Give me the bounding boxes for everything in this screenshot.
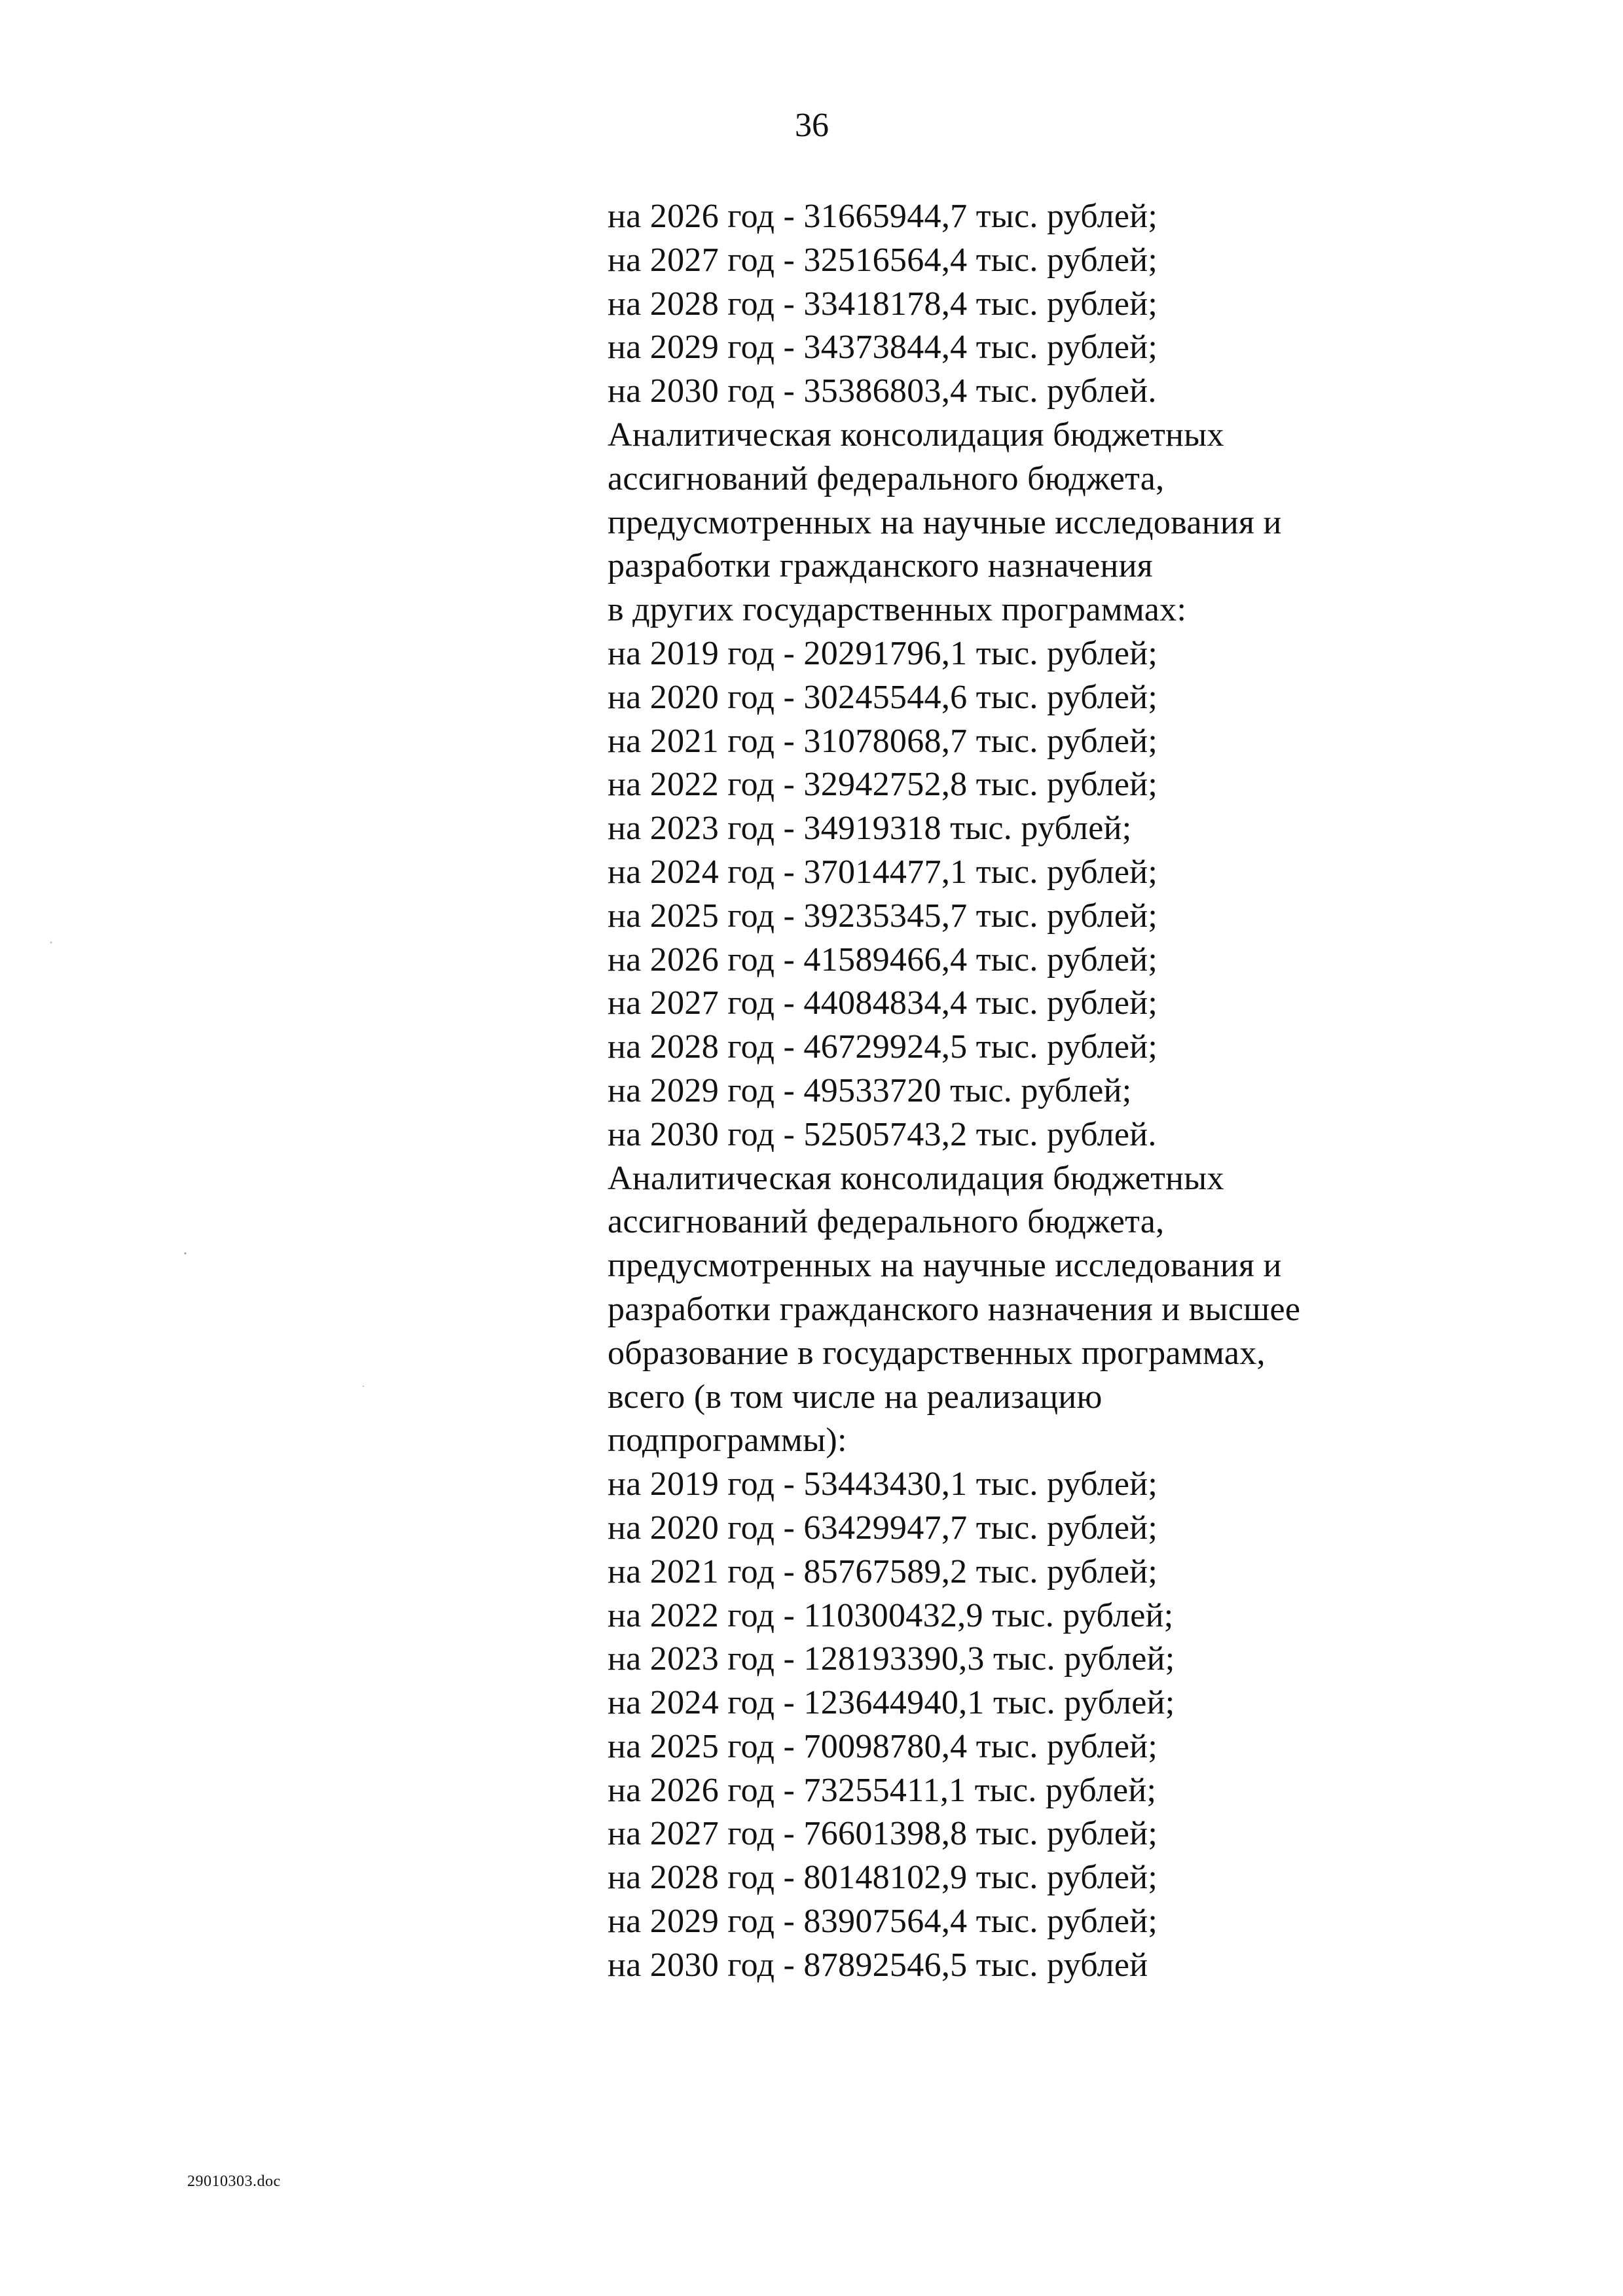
- line-2028-a: на 2028 год - 33418178,4 тыс. рублей;: [608, 285, 1158, 323]
- heading-line: Аналитическая консолидация бюджетных: [608, 1159, 1224, 1197]
- line-2027-c: на 2027 год - 76601398,8 тыс. рублей;: [608, 1815, 1158, 1853]
- line-2023-b: на 2023 год - 34919318 тыс. рублей;: [608, 810, 1132, 848]
- line-2024-b: на 2024 год - 37014477,1 тыс. рублей;: [608, 853, 1158, 891]
- heading-line: ассигнований федерального бюджета,: [608, 1203, 1165, 1241]
- line-2030-a: на 2030 год - 35386803,4 тыс. рублей.: [608, 372, 1157, 410]
- line-2026-b: на 2026 год - 41589466,4 тыс. рублей;: [608, 941, 1158, 978]
- line-2020-c: на 2020 год - 63429947,7 тыс. рублей;: [608, 1509, 1158, 1547]
- line-2030-c: на 2030 год - 87892546,5 тыс. рублей: [608, 1946, 1148, 1984]
- line-2025-b: на 2025 год - 39235345,7 тыс. рублей;: [608, 897, 1158, 935]
- line-2027-b: на 2027 год - 44084834,4 тыс. рублей;: [608, 984, 1158, 1022]
- heading-line: разработки гражданского назначения: [608, 547, 1154, 585]
- line-2026-a: на 2026 год - 31665944,7 тыс. рублей;: [608, 198, 1158, 235]
- line-2029-c: на 2029 год - 83907564,4 тыс. рублей;: [608, 1903, 1158, 1941]
- line-2029-b: на 2029 год - 49533720 тыс. рублей;: [608, 1071, 1132, 1109]
- heading-line: образование в государственных программах,: [608, 1334, 1266, 1372]
- line-2019-b: на 2019 год - 20291796,1 тыс. рублей;: [608, 634, 1158, 672]
- line-2028-b: на 2028 год - 46729924,5 тыс. рублей;: [608, 1028, 1158, 1066]
- line-2030-b: на 2030 год - 52505743,2 тыс. рублей.: [608, 1115, 1157, 1153]
- page-number: 36: [795, 107, 829, 144]
- line-2019-c: на 2019 год - 53443430,1 тыс. рублей;: [608, 1465, 1158, 1503]
- heading-line: предусмотренных на научные исследования и: [608, 1247, 1282, 1285]
- line-2027-a: на 2027 год - 32516564,4 тыс. рублей;: [608, 241, 1158, 279]
- line-2022-b: на 2022 год - 32942752,8 тыс. рублей;: [608, 766, 1158, 804]
- heading-line: предусмотренных на научные исследования и: [608, 503, 1282, 541]
- heading-line: ассигнований федерального бюджета,: [608, 459, 1165, 497]
- heading-line: в других государственных программах:: [608, 591, 1187, 629]
- line-2024-c: на 2024 год - 123644940,1 тыс. рублей;: [608, 1684, 1175, 1722]
- heading-line: Аналитическая консолидация бюджетных: [608, 416, 1224, 454]
- line-2022-c: на 2022 год - 110300432,9 тыс. рублей;: [608, 1596, 1174, 1634]
- line-2023-c: на 2023 год - 128193390,3 тыс. рублей;: [608, 1640, 1175, 1678]
- line-2021-c: на 2021 год - 85767589,2 тыс. рублей;: [608, 1552, 1158, 1590]
- scan-speck: [50, 942, 52, 944]
- line-2020-b: на 2020 год - 30245544,6 тыс. рублей;: [608, 678, 1158, 716]
- line-2021-b: на 2021 год - 31078068,7 тыс. рублей;: [608, 722, 1158, 760]
- text-column: [608, 195, 1459, 1988]
- heading-line: всего (в том числе на реализацию: [608, 1378, 1103, 1416]
- line-2028-c: на 2028 год - 80148102,9 тыс. рублей;: [608, 1859, 1158, 1897]
- heading-line: подпрограммы):: [608, 1422, 847, 1460]
- scan-speck: [185, 1253, 187, 1255]
- line-2025-c: на 2025 год - 70098780,4 тыс. рублей;: [608, 1727, 1158, 1765]
- footer-filename: 29010303.doc: [187, 2173, 281, 2190]
- line-2029-a: на 2029 год - 34373844,4 тыс. рублей;: [608, 329, 1158, 367]
- heading-line: разработки гражданского назначения и высшее: [608, 1290, 1301, 1328]
- line-2026-c: на 2026 год - 73255411,1 тыс. рублей;: [608, 1771, 1157, 1809]
- scan-speck: [363, 1386, 364, 1387]
